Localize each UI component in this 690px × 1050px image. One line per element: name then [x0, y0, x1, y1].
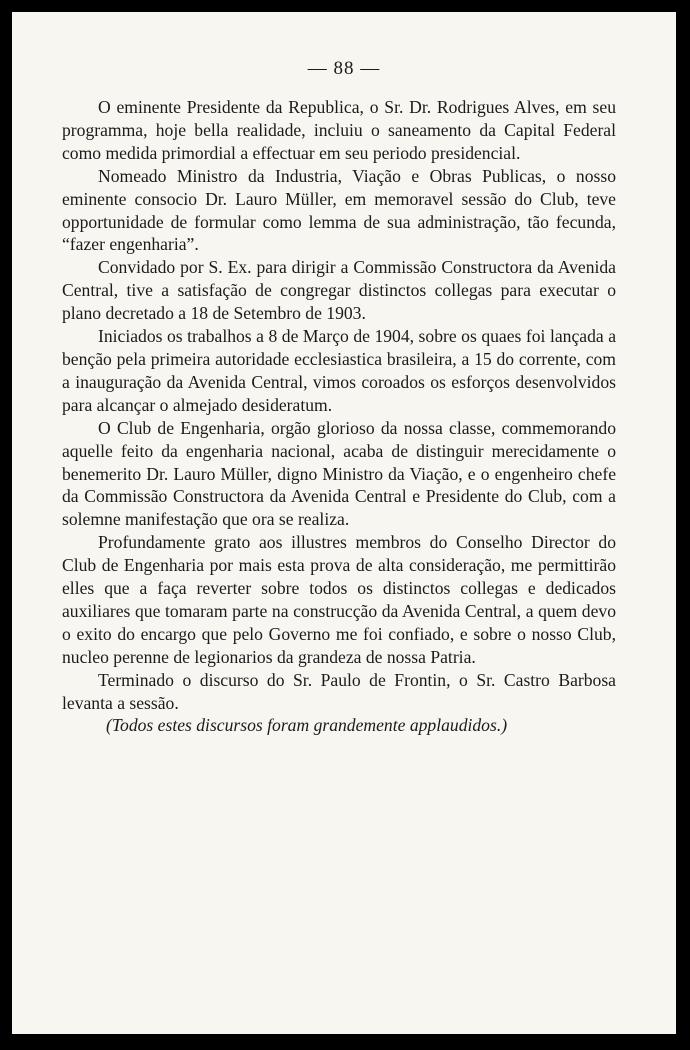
paragraph-4: Iniciados os trabalhos a 8 de Março de 1904, sobre os quaes foi lançada a benção pela primeira autoridade ecclesiastica brasileira, a 15 do corrente, com a inauguração da Avenida Central, vimos coroados os esforços desenvolvidos para alcançar o almejado desideratum. [62, 326, 616, 415]
page-number: — 88 — [307, 58, 381, 79]
paragraph-3: Convidado por S. Ex. para dirigir a Commissão Constructora da Avenida Central, tive a satisfação de congregar distinctos collegas para executar o plano decretado a 18 de Setembro de 1903. [62, 257, 616, 324]
body-text [62, 96, 616, 737]
paragraph-6: Profundamente grato aos illustres membros do Conselho Director do Club de Engenharia por mais esta prova de alta consideração, me permittirão elles que a faça reverter sobre todos os distinctos collegas e dedicados auxiliares que tomaram parte na construcção da Avenida Central, a quem devo o exito do encargo que pelo Governo me foi confiado, e sobre o nosso Club, nucleo perenne de legionarios da grandeza de nossa Patria. [62, 532, 616, 667]
paragraph-1: O eminente Presidente da Republica, o Sr. Dr. Rodrigues Alves, em seu programma, hoje bella realidade, incluiu o saneamento da Capital Federal como medida primordial a effectuar em seu periodo presidencial. [62, 97, 616, 163]
document-page [12, 12, 676, 1034]
closing-note [62, 714, 616, 737]
paragraph-7: Terminado o discurso do Sr. Paulo de Frontin, o Sr. Castro Barbosa levanta a sessão. [62, 669, 616, 713]
closing-note-text: (Todos estes discursos foram grandemente applaudidos.) [106, 715, 508, 736]
paragraph-2: Nomeado Ministro da Industria, Viação e Obras Publicas, o nosso eminente consocio Dr. Lauro Müller, em memoravel sessão do Club, teve opportunidade de formular como lemma de sua administração, tão fecunda, “fazer engenharia”. [62, 165, 616, 255]
paragraph-5: O Club de Engenharia, orgão glorioso da nossa classe, commemorando aquelle feito da engenharia nacional, acaba de distinguir merecidamente o benemerito Dr. Lauro Müller, digno Ministro da Viação, e o engenheiro chefe da Commissão Constructora da Avenida Central e Presidente do Club, com a solemne manifestação que ora se realiza. [62, 417, 616, 530]
